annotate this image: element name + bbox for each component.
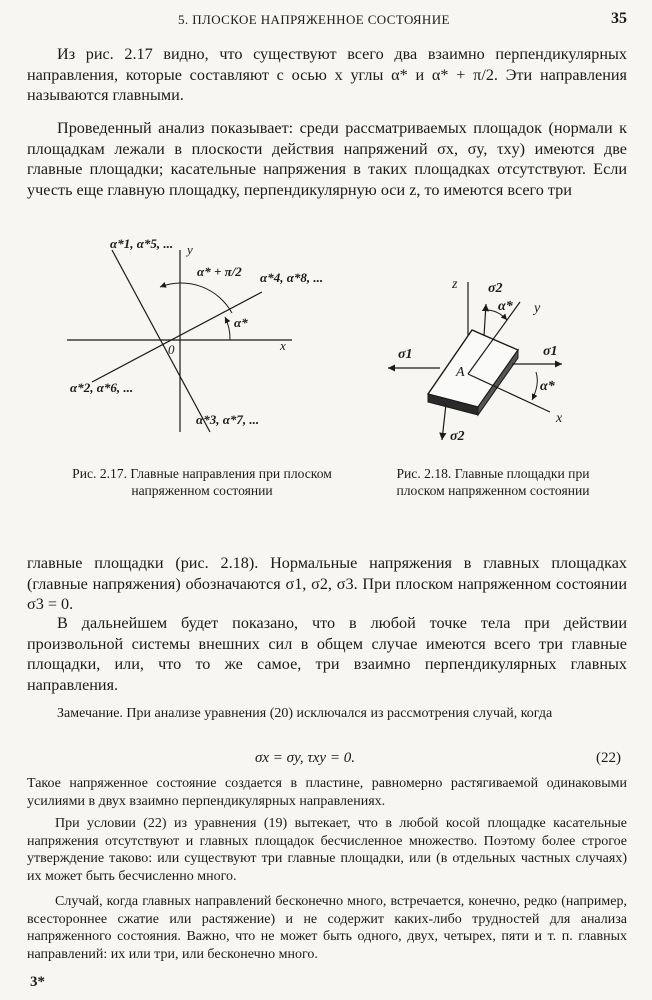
equation-number: (22) bbox=[596, 750, 621, 766]
label-point-a: A bbox=[456, 365, 465, 380]
caption-2-18: Рис. 2.18. Главные площадки при плоском напряженном состоянии bbox=[396, 466, 590, 498]
angle-arc bbox=[225, 317, 230, 340]
paragraph-1: Из рис. 2.17 видно, что существуют всего два взаимно перпендикулярных направления, которые составляют с осью x углы α* и α* + π/2. Эти направления называются главными. bbox=[27, 45, 627, 104]
label-alpha-right: α* bbox=[540, 379, 555, 394]
label-y-axis: y bbox=[534, 301, 541, 316]
paragraph-6: Такое напряженное состояние создается в пластине, равномерно растягиваемой одинаковыми усилиями в двух взаимно перпендикулярных направлениях. bbox=[27, 776, 627, 809]
page-signature: 3* bbox=[30, 974, 45, 990]
label-sigma2-top: σ2 bbox=[488, 281, 503, 296]
paragraph-2: Проведенный анализ показывает: среди рассматриваемых площадок (нормали к площадкам лежали в плоскости действия напряжений σx, σy, τxy) имеются две главные площадки; касательные напряжения в таких площадках отсутствуют. Если учесть еще главную площадку, перпендикулярную оси z, то имеются всего три bbox=[27, 119, 627, 199]
principal-direction-1 bbox=[112, 250, 210, 432]
sigma2-top-arrow bbox=[484, 304, 486, 336]
principal-direction-2 bbox=[92, 292, 262, 382]
figure-2-17 bbox=[62, 232, 324, 452]
page-number: 35 bbox=[611, 10, 627, 27]
remark-paragraph: Замечание. При анализе уравнения (20) исключался из рассмотрения случай, когда bbox=[57, 706, 553, 721]
label-bottom: α*3, α*7, ... bbox=[196, 412, 260, 427]
label-sigma1-right: σ1 bbox=[543, 344, 558, 359]
label-y-axis: y bbox=[187, 242, 193, 257]
label-z-axis: z bbox=[452, 277, 458, 292]
label-top-left: α*1, α*5, ... bbox=[110, 236, 174, 251]
paragraph-4: В дальнейшем будет показано, что в любой точке тела при действии произвольной системы внешних сил в общем случае имеются всего три главные площадки, или, что то же самое, три взаимно перпендикулярных главных направления. bbox=[27, 614, 627, 694]
label-lower-left: α*2, α*6, ... bbox=[70, 380, 134, 395]
angle-sum-arc bbox=[160, 283, 232, 313]
paragraph-7: При условии (22) из уравнения (19) вытекает, что в любой косой площадке касательные напряжения отсутствуют и главных площадок бесчисленное множество. Поэтому более строгое утверждение таково: или существуют три главные площадки, или (в отдельных частных случаях) их может быть бесчисленно много. bbox=[27, 816, 627, 884]
equation-body: σx = σy, τxy = 0. bbox=[255, 750, 355, 766]
label-sigma1-left: σ1 bbox=[398, 347, 413, 362]
paragraph-3: главные площадки (рис. 2.18). Нормальные напряжения в главных площадках (главные напряжения) обозначаются σ1, σ2, σ3. При плоском напряженном состоянии σ3 = 0. bbox=[27, 554, 627, 613]
sigma2-bottom-arrow bbox=[442, 404, 446, 440]
equation-22 bbox=[0, 750, 652, 770]
label-sigma2-bottom: σ2 bbox=[450, 429, 465, 444]
label-angle-sum: α* + π/2 bbox=[197, 264, 242, 279]
label-right: α*4, α*8, ... bbox=[260, 270, 324, 285]
label-x-axis: x bbox=[280, 338, 286, 353]
label-origin: 0 bbox=[168, 342, 175, 357]
running-title: 5. ПЛОСКОЕ НАПРЯЖЕННОЕ СОСТОЯНИЕ bbox=[178, 12, 450, 27]
paragraph-8: Случай, когда главных направлений бесконечно много, встречается, конечно, редко (например, всестороннее сжатие или растяжение) и не содержит каких-либо трудностей для анализа напряженного состояния. Важно, что не может быть одного, двух, четырех, пяти и т. п. главных направлений: их или три, или бесконечно много. bbox=[27, 894, 627, 962]
label-x-axis: x bbox=[556, 411, 563, 426]
label-angle: α* bbox=[234, 315, 248, 330]
page-header bbox=[0, 10, 652, 32]
caption-2-17: Рис. 2.17. Главные направления при плоском напряженном состоянии bbox=[72, 466, 332, 498]
alpha-right-arc bbox=[532, 372, 537, 400]
label-alpha-top: α* bbox=[498, 299, 513, 314]
figure-2-18 bbox=[380, 262, 570, 452]
